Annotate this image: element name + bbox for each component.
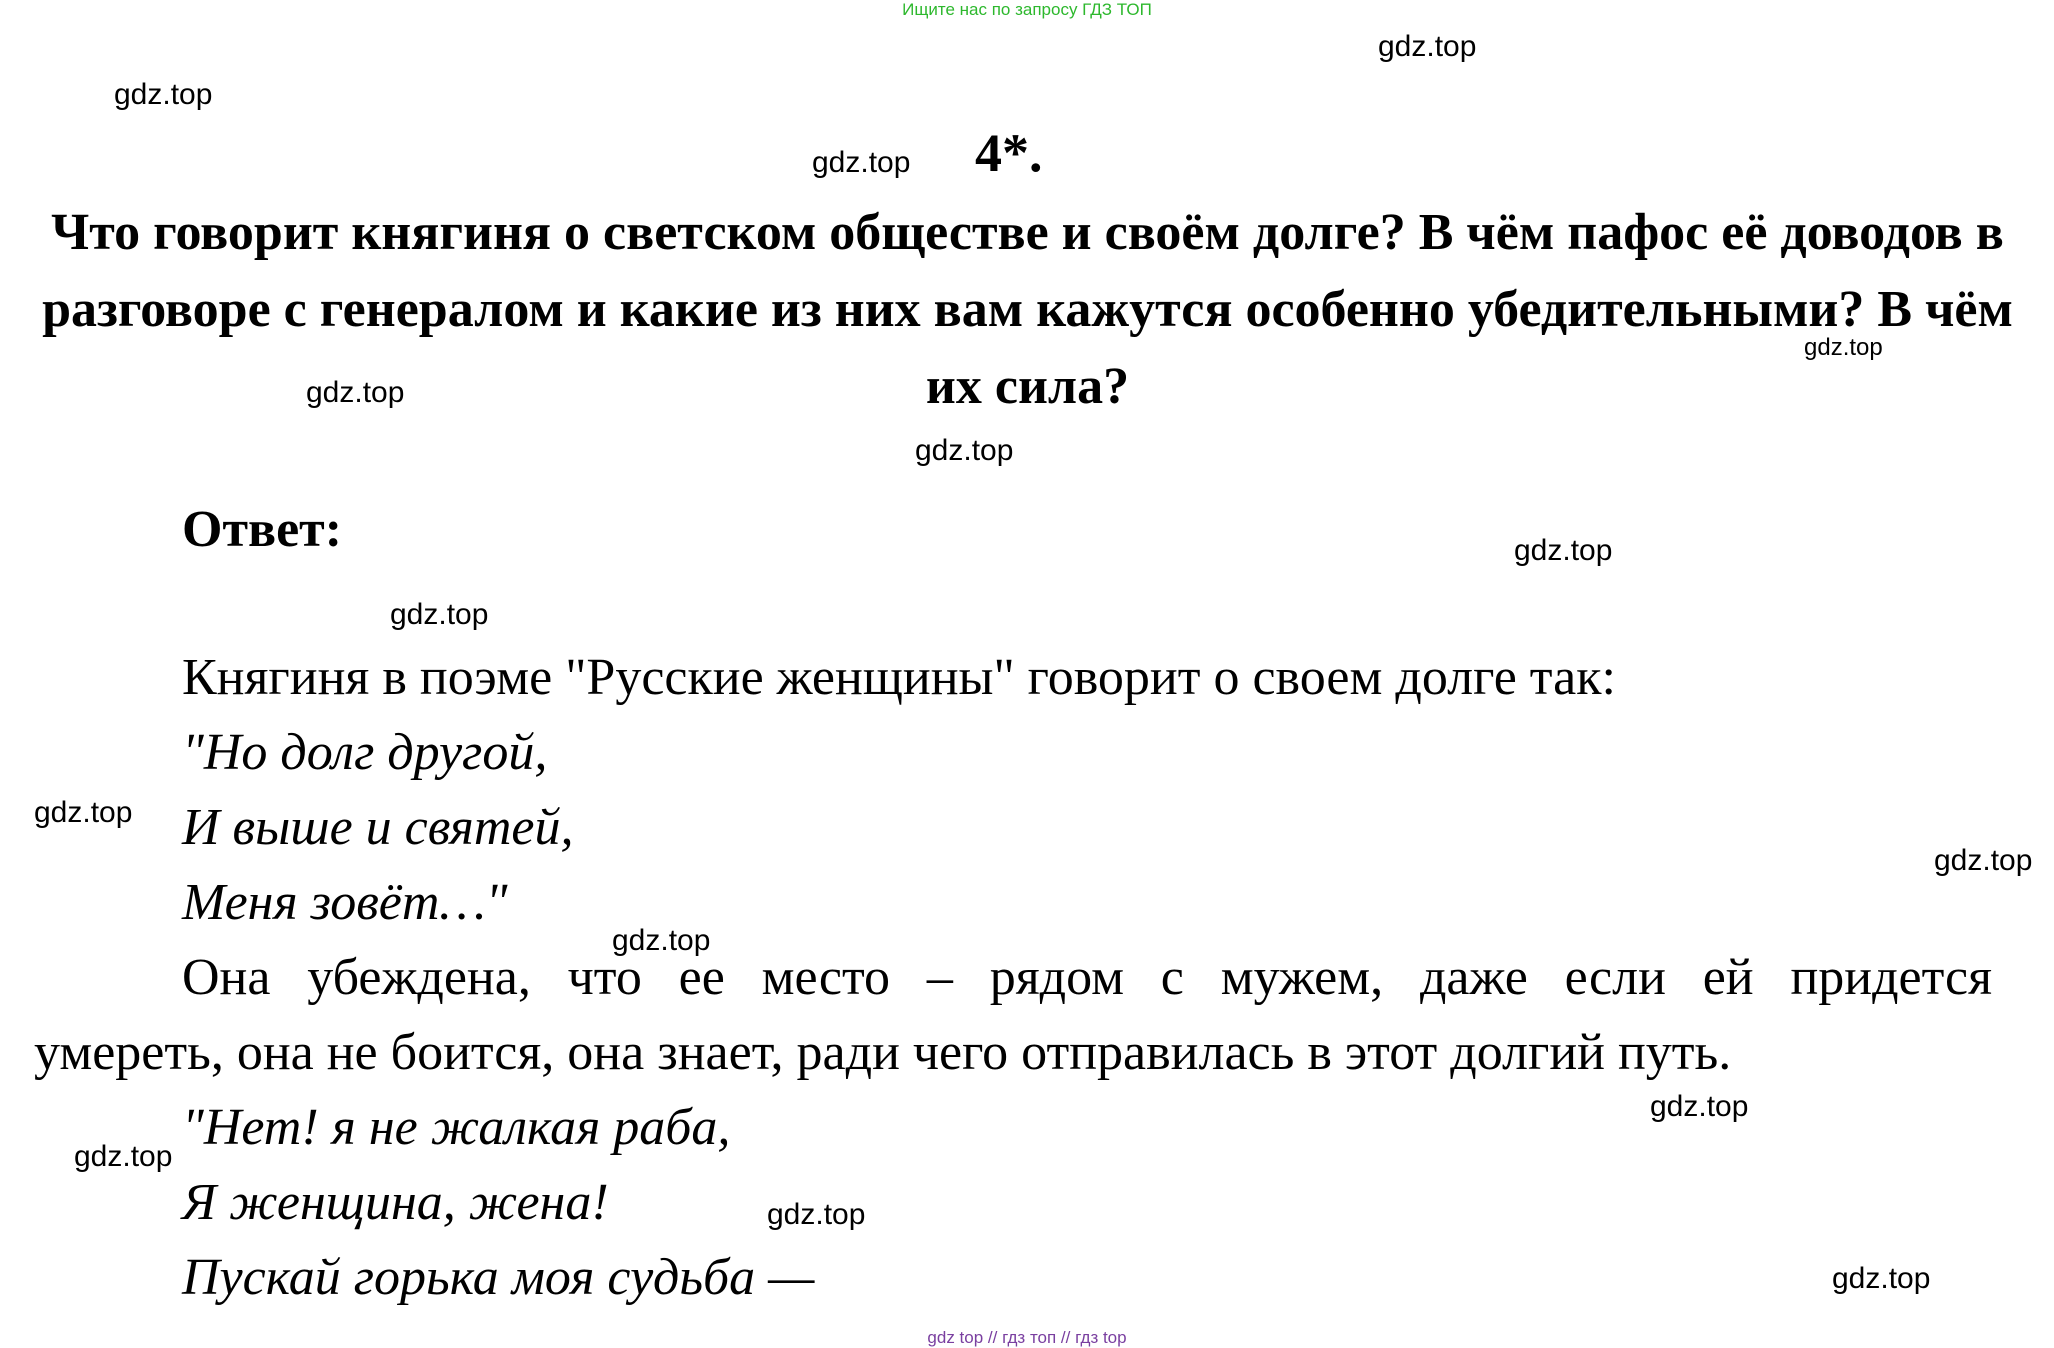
footer-watermark: gdz top // гдз топ // гдз top	[927, 1328, 1127, 1347]
watermark: gdz.top	[114, 78, 213, 111]
verse-line: Пускай горька моя судьба —	[182, 1249, 815, 1306]
watermark: gdz.top	[612, 924, 711, 957]
answer-label: Ответ:	[182, 501, 343, 558]
verse-line: И выше и святей,	[182, 799, 574, 856]
question-text: Что говорит княгиня о светском обществе и своём долге? В чём пафос её доводов в разговоре с генералом и какие из них вам кажутся особенно убедительными? В чём их сила?	[42, 204, 2013, 415]
watermark: gdz.top	[915, 434, 1014, 467]
watermark: gdz.top	[812, 146, 911, 179]
watermark: gdz.top	[1934, 844, 2033, 877]
watermark: gdz.top	[306, 376, 405, 409]
watermark: gdz.top	[1650, 1090, 1749, 1123]
watermark: gdz.top	[1514, 534, 1613, 567]
watermark: gdz.top	[390, 598, 489, 631]
watermark: gdz.top	[767, 1198, 866, 1231]
verse-line: Я женщина, жена!	[182, 1174, 609, 1231]
task-number: 4*.	[975, 123, 1043, 183]
watermark: gdz.top	[34, 796, 133, 829]
watermark: gdz.top	[1804, 334, 1883, 361]
watermark: gdz.top	[74, 1140, 173, 1173]
verse-line: Меня зовёт…"	[182, 874, 508, 931]
paragraph-line: умереть, она не боится, она знает, ради чего отправилась в этот долгий путь.	[34, 1024, 1732, 1081]
paragraph-line: Она убеждена, что ее место – рядом с мужем, даже если ей придется	[182, 949, 1992, 1006]
answer-intro: Княгиня в поэме "Русские женщины" говорит о своем долге так:	[182, 649, 1616, 706]
verse-line: "Но долг другой,	[182, 724, 548, 781]
watermark: gdz.top	[1378, 30, 1477, 63]
watermark: gdz.top	[1832, 1262, 1931, 1295]
verse-line: "Нет! я не жалкая раба,	[182, 1099, 731, 1156]
top-banner: Ищите нас по запросу ГДЗ ТОП	[902, 0, 1152, 19]
